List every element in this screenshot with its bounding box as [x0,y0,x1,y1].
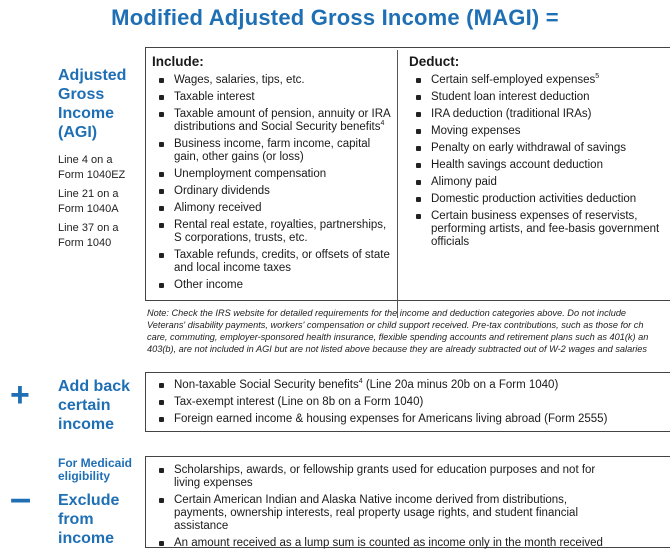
form-line-references [58,153,125,255]
list-item [152,396,670,409]
item-text: Other income [174,279,244,291]
item-text: Student loan interest deduction [431,91,590,103]
add-back-list [152,379,670,430]
list-item [152,379,670,392]
form-line-ref [58,221,125,251]
include-column [152,54,392,296]
list-item [152,91,392,104]
agi-heading-line: Income [58,105,115,122]
footnote-mark: 5 [595,73,600,81]
list-item [152,138,392,164]
list-item [152,494,607,533]
item-text: Certain self-employed expenses [431,74,596,86]
item-text: Certain American Indian and Alaska Native income derived from distributions, payments, ownership interests, real property usage rights, and student financial assistance [174,494,578,532]
medicaid-subheading-line: eligibility [58,469,111,483]
item-text: Domestic production activities deduction [431,193,637,205]
item-text: Alimony paid [431,176,497,188]
list-item [409,108,670,121]
note-line: 403(b), are not included in AGI but are not listed above because they are already subtracted out of W-2 wages and salaries [147,344,647,354]
item-text: Health savings account deduction [431,159,603,171]
list-item [409,176,670,189]
item-text: Non-taxable Social Security benefits [174,379,359,391]
column-divider [397,50,398,318]
plus-icon: + [10,376,30,414]
item-text: Tax-exempt interest (Line on 8b on a Form 1040) [174,396,424,408]
list-item [409,193,670,206]
note-text [147,307,670,355]
item-text: Business income, farm income, capital gain, other gains (or loss) [174,138,371,163]
list-item [152,202,392,215]
item-text-after: (Line 20a minus 20b on a Form 1040) [362,379,559,391]
form-line-ref [58,153,125,183]
item-text: Foreign earned income & housing expenses for Americans living abroad (Form 2555) [174,413,608,425]
exclude-heading-line: Exclude [58,492,120,509]
agi-heading-line: Gross [58,86,105,103]
form-name: Form 1040A [58,203,119,215]
item-text: Penalty on early withdrawal of savings [431,142,626,154]
item-text: Alimony received [174,202,262,214]
agi-box [145,47,670,301]
include-heading: Include: [152,54,204,69]
note-line: Veterans' disability payments, workers' compensation or child support received. Pre-tax contributions, such as those for ch [147,320,644,330]
list-item [409,91,670,104]
medicaid-subheading [58,457,132,483]
list-item [152,108,392,134]
item-text: Moving expenses [431,125,521,137]
footnote-mark: 4 [358,378,363,386]
item-text: Unemployment compensation [174,168,327,180]
list-item [152,537,607,550]
form-name: Form 1040EZ [58,169,126,181]
item-text: Taxable refunds, credits, or offsets of state and local income taxes [174,249,390,274]
list-item [152,413,670,426]
list-item [409,74,670,87]
medicaid-subheading-line: For Medicaid [58,456,133,470]
minus-icon: – [10,478,32,520]
list-item [152,464,607,490]
exclude-box [145,456,670,548]
exclude-heading-line: income [58,530,115,547]
note-line: care, commuting, employer-sponsored health insurance, flexible spending accounts and retirement plans such as 401(k) an [147,332,649,342]
note-line: Note: Check the IRS website for detailed requirements for the income and deduction categories above. Do not include [147,308,627,318]
add-back-heading-line: income [58,416,115,433]
item-text: Wages, salaries, tips, etc. [174,74,305,86]
deduct-heading: Deduct: [409,54,460,69]
page-title: Modified Adjusted Gross Income (MAGI) = [111,5,559,30]
list-item [152,249,392,275]
list-item [152,185,392,198]
exclude-heading-line: from [58,511,94,528]
add-back-heading-line: certain [58,397,111,414]
exclude-list [152,464,607,554]
add-back-heading-line: Add back [58,378,131,395]
list-item [152,279,392,292]
item-text: Taxable interest [174,91,255,103]
add-back-box [145,372,670,432]
item-text: Rental real estate, royalties, partnerships, S corporations, trusts, etc. [174,219,387,244]
agi-heading [58,66,126,142]
deduct-list [409,74,670,249]
form-line-text: Line 4 on a [58,154,113,166]
form-name: Form 1040 [58,237,112,249]
list-item [152,74,392,87]
add-back-heading [58,377,130,434]
item-text: Ordinary dividends [174,185,270,197]
list-item [152,168,392,181]
list-item [409,210,670,249]
deduct-column [409,54,670,253]
item-text: IRA deduction (traditional IRAs) [431,108,592,120]
exclude-heading [58,491,119,548]
item-text: Scholarships, awards, or fellowship grants used for education purposes and not for living expenses [174,464,596,489]
list-item [409,125,670,138]
agi-heading-line: (AGI) [58,124,98,141]
list-item [409,159,670,172]
item-text: An amount received as a lump sum is counted as income only in the month received [174,537,603,549]
list-item [409,142,670,155]
item-text: Taxable amount of pension, annuity or IRA distributions and Social Security benefits [174,108,391,133]
footnote-mark: 4 [380,120,385,128]
form-line-text: Line 37 on a [58,222,119,234]
include-list [152,74,392,292]
form-line-ref [58,187,125,217]
agi-heading-line: Adjusted [58,67,127,84]
item-text: Certain business expenses of reservists, performing artists, and fee-basis government officials [431,210,660,248]
list-item [152,219,392,245]
form-line-text: Line 21 on a [58,188,119,200]
